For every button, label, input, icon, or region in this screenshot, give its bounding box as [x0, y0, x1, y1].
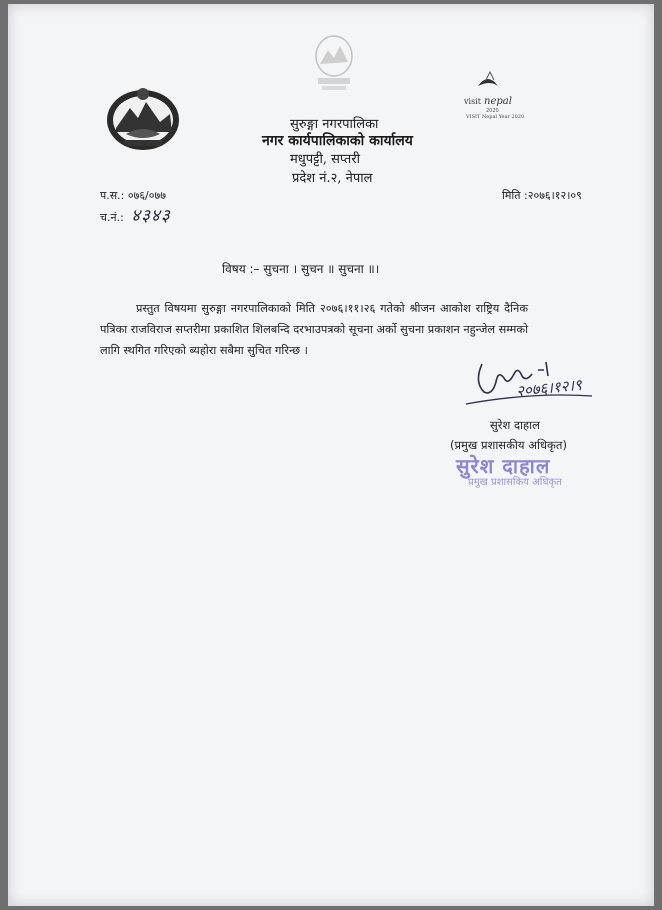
svg-text:2020: 2020	[486, 108, 499, 114]
office-location: मधुपट्टी, सप्तरी	[290, 152, 361, 167]
ps-value: ०७६/०७७	[127, 189, 166, 202]
signature-date: २०७६।१२।९	[515, 375, 583, 401]
letter-sheet	[8, 4, 654, 906]
officer-title: (प्रमुख प्रशासकीय अधिकृत)	[450, 438, 567, 452]
svg-text:nepal: nepal	[484, 96, 512, 107]
letter-subject: विषय :– सुचना । सुचन ॥ सुचना ॥।	[222, 262, 380, 276]
province-line: प्रदेश नं.२, नेपाल	[292, 171, 373, 186]
municipality-name: सुरुङ्गा नगरपालिका	[290, 117, 379, 132]
stamp-title: प्रमुख प्रशासकिय अधिकृत	[468, 477, 562, 488]
letter-body: प्रस्तुत विषयमा सुरुङ्गा नगरपालिकाको मिति २०७६।११।२६ गतेको श्रीजन आकोश राष्ट्रिय दैनिक पत्रिका राजविराज सप्तरीमा प्रकाशित शिलबन्दि दरभाउपत्रको सूचना अर्को सुचना प्रकाशन नहुन्जेल सम्मको लागि स्थगित गरिएको ब्यहोरा सबैमा सुचित गरिन्छ ।	[100, 302, 528, 357]
ps-label: प.स.:	[100, 189, 125, 202]
campaign-caption: VISIT Nepal Year 2020	[466, 114, 525, 120]
letter-reference	[100, 188, 166, 203]
nepal-emblem-icon	[104, 84, 182, 152]
letter-date: मिति :२०७६।१२।०९	[502, 189, 582, 202]
officer-name: सुरेश दाहाल	[490, 418, 540, 432]
office-name: नगर कार्यपालिकाको कार्यालय	[262, 133, 413, 149]
cn-label: च.नं.:	[100, 211, 124, 224]
faint-seal-icon	[310, 34, 358, 94]
dispatch-number	[100, 203, 171, 226]
stamp-name: सुरेश दाहाल	[456, 454, 551, 478]
cn-handwritten-value: ४३४३	[131, 206, 171, 226]
svg-text:visit: visit	[464, 97, 481, 106]
